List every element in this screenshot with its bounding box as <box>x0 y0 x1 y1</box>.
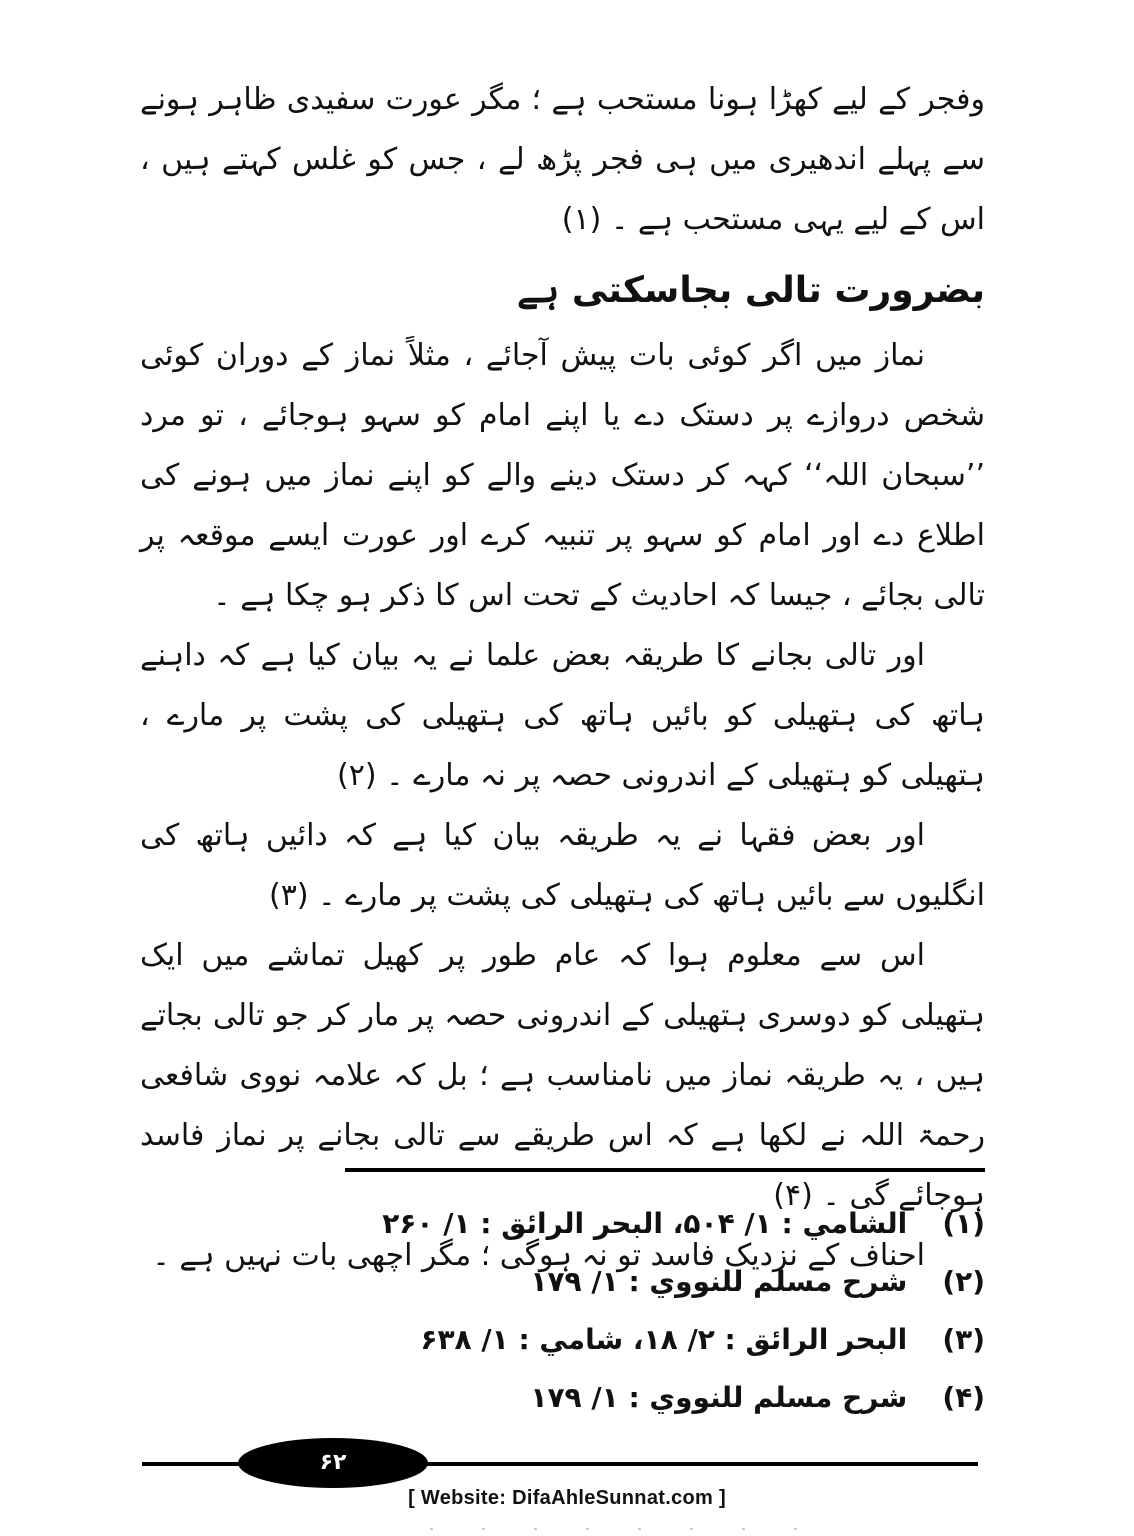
footnote-item <box>345 1253 985 1311</box>
footnote-item <box>345 1195 985 1253</box>
footnote-number: (۲) <box>942 1265 985 1298</box>
section-heading: بضرورت تالی بجاسکتی ہے <box>517 270 985 311</box>
footnote-number: (۱) <box>942 1207 985 1240</box>
footnote-divider <box>345 1168 985 1172</box>
paragraph-intro: وفجر کے لیے کھڑا ہونا مستحب ہے ؛ مگر عورت سفیدی ظاہر ہونے سے پہلے اندھیری میں ہی فجر پڑھ لے ، جس کو غلس کہتے ہیں ، اس کے لیے یہی مستحب ہے ۔ (۱) <box>140 82 985 237</box>
footnote-text: البحر الرائق : ۲/ ۱۸، شامي : ۱/ ۶۳۸ <box>420 1323 908 1356</box>
footnote-item <box>345 1311 985 1369</box>
paragraph: احناف کے نزدیک فاسد تو نہ ہوگی ؛ مگر اچھی بات نہیں ہے ۔ <box>152 1238 925 1273</box>
footnote-text: شرح مسلم للنووي : ۱/ ۱۷۹ <box>530 1381 908 1414</box>
footnote-item <box>345 1369 985 1427</box>
footnote-number: (۴) <box>942 1381 985 1414</box>
paragraph: اور تالی بجانے کا طریقہ بعض علما نے یہ بیان کیا ہے کہ داہنے ہاتھ کی ہتھیلی کو بائیں ہاتھ کی ہتھیلی کی پشت پر مارے ، ہتھیلی کو ہتھیلی کے اندرونی حصہ پر نہ مارے ۔ (۲) <box>140 638 985 793</box>
scan-artifact <box>430 1528 810 1530</box>
paragraph: اس سے معلوم ہوا کہ عام طور پر کھیل تماشے میں ایک ہتھیلی کو دوسری ہتھیلی کے اندرونی حصہ پر مار کر جو تالی بجاتے ہیں ، یہ طریقہ نماز میں نامناسب ہے ؛ بل کہ علامہ نووی شافعی رحمۃ اللہ نے لکھا ہے کہ اس طریقے سے تالی بجانے پر نماز فاسد ہوجائے گی ۔ (۴) <box>140 938 985 1213</box>
website-footer: [ Website: DifaAhleSunnat.com ] <box>408 1487 726 1509</box>
footnote-number: (۳) <box>942 1323 985 1356</box>
paragraph: نماز میں اگر کوئی بات پیش آجائے ، مثلاً نماز کے دوران کوئی شخص دروازے پر دستک دے یا اپنے امام کو سہو ہوجائے ، تو مرد ’’سبحان اللہ‘‘ کہہ کر دستک دینے والے کو اپنے نماز میں ہونے کی اطلاع دے اور امام کو سہو پر تنبیہ کرے اور عورت ایسے موقعہ پر تالی بجائے ، جیسا کہ احادیث کے تحت اس کا ذکر ہو چکا ہے ۔ <box>140 338 985 613</box>
footnote-text: شرح مسلم للنووي : ۱/ ۱۷۹ <box>530 1265 908 1298</box>
paragraph: اور بعض فقہا نے یہ طریقہ بیان کیا ہے کہ دائیں ہاتھ کی انگلیوں سے بائیں ہاتھ کی ہتھیلی کی پشت پر مارے ۔ (۳) <box>140 818 985 913</box>
footnotes <box>345 1195 985 1427</box>
page-number: ۶۲ <box>238 1438 428 1488</box>
footnote-text: الشامي : ۱/ ۵۰۴، البحر الرائق : ۱/ ۲۶۰ <box>382 1207 908 1240</box>
main-text <box>140 70 985 1286</box>
